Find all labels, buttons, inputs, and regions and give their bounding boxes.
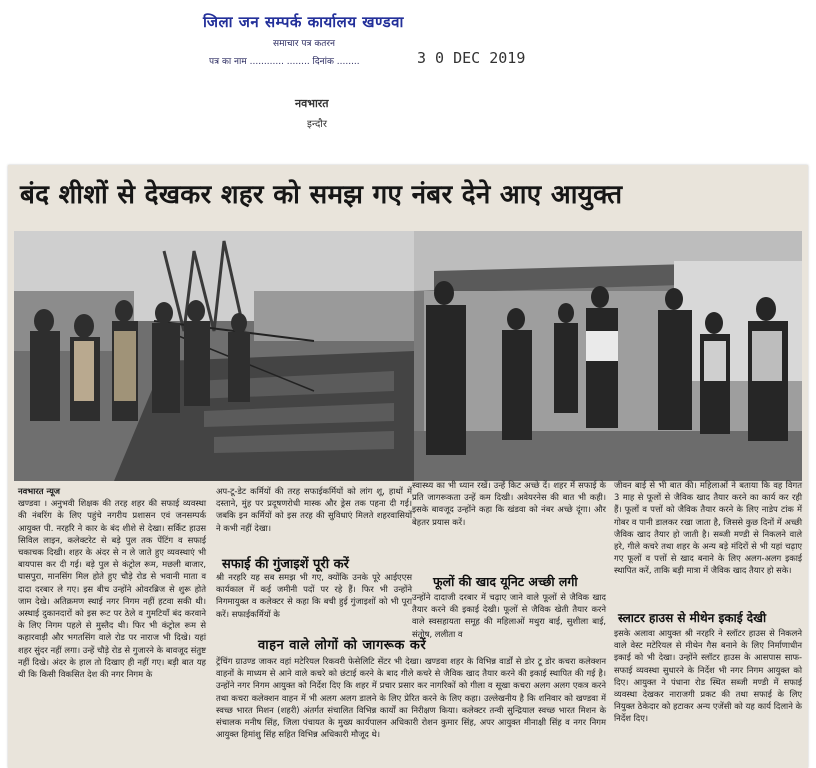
subheading-vehicles: वाहन वाले लोगों को जागरूक करें bbox=[258, 638, 427, 653]
article-column-4 bbox=[614, 479, 802, 577]
column-4-mid-text: इसके अलावा आयुक्त श्री नरहरि ने स्लॉटर हाउस से निकलने वाले वेस्ट मटेरियल से मीथेन गैस बनाने के लिए निर्माणाधीन इकाई को भी देखा। उन्होंने स्लॉटर हाउस के आसपास साफ-सफाई व्यवस्था सुधारने के निर्देश भी नगर निगम आयुक्त को दिए। आयुक्त ने पंधाना रोड स्थित सब्जी मण्डी में सफाई व्यवस्था देखकर नाराजगी प्रकट की तथा सफाई के लिए नियुक्त ठेकेदार को हटाकर अन्य एजेंसी को यह कार्य दिलाने के निर्देश दिए। bbox=[614, 628, 802, 724]
newspaper-clipping bbox=[8, 165, 808, 768]
article-column-2b bbox=[216, 571, 412, 620]
newspaper-name: नवभारत bbox=[295, 97, 329, 110]
column-2-top-text: अप-टू-डेट कर्मियों की तरह सफाईकर्मियों को लांग शू, हाथों में दस्ताने, मुंह पर प्रदूषणरोधी मास्क और ड्रेस तक पहना दी गई। जबकि इन कर्मियों को इस तरह की सुविधाएं मिलते शहरवासियों ने कभी नहीं देखा। bbox=[216, 486, 412, 533]
column-4-top-text: जीवन बाई से भी बात की। महिलाओं ने बताया कि वह विगत 3 माह से फूलों से जैविक खाद तैयार करने का कार्य कर रही हैं। फूलों व पत्तों को जैविक तैयार करने के लिए नाडेप टांक में गोबर व पानी डालकर रखा जाता है, जिससे कुछ दिनों में अच्छी जैविक खाद तैयार हो जाती है। सब्जी मण्डी से निकलने वाले हरे, गीले कचरे तथा शहर के अन्य बड़े मंदिरों से भी यहां चढ़ाए गए फूलों व पत्तों से खाद बनाने के लिए अलग-अलग इकाई स्थापित करें, ताकि बड़ी मात्रा में जैविक खाद तैयार हो सके। bbox=[614, 480, 802, 576]
photo-compost-unit bbox=[414, 231, 802, 481]
article-column-4b bbox=[614, 627, 802, 725]
article-column-3 bbox=[412, 479, 606, 528]
article-column-3b bbox=[412, 591, 606, 640]
article-wide-text bbox=[216, 655, 606, 740]
clipping-label: समाचार पत्र कतरन bbox=[273, 39, 336, 49]
article-column-2 bbox=[216, 485, 412, 534]
column-2-mid-text: श्री नरहरि यह सब समझ भी गए, क्योंकि उनके पूरे आईएएस कार्यकाल में कई जमीनी पदों पर रहे हैं। फिर भी उन्होंने निगमायुक्त व कलेक्टर से कहा कि बची हुई गुंजाइशों को भी पूरा करें। सफाईकर्मियों के bbox=[216, 572, 412, 619]
column-3-top-text: स्वास्थ्य का भी ध्यान रखें। उन्हें किट अच्छे दें। शहर में सफाई के प्रति जागरूकता उन्हें कम दिखी। अवेयरनेस की बात भी कही। इसके बावजूद उन्होंने कहा कि खंडवा को नंबर अच्छे दूंगा। और बेहतर प्रयास करें। bbox=[412, 480, 606, 527]
wide-text: ट्रेंचिंग ग्राउण्ड जाकर वहां मटेरियल रिकवरी फेसेलिटि सेंटर भी देखा। खण्डवा शहर के विभिन्न वार्डों से डोर टू डोर कचरा कलेक्शन वाहनों के माध्यम से आने वाले कचरे को छंटाई करने के बाद गीले कचरे से जैविक खाद तैयार करने की इकाई स्थापित की गई है। उन्होंने नगर निगम आयुक्त को निर्देश दिए कि शहर में प्रचार प्रसार कर नागरिकों को गीला व सूखा कचरा अलग अलग एकत्र करने तथा कचरा कलेक्शन वाहन में भी अलग अलग डालने के लिए प्रेरित करने के लिए कहा। उल्लेखनीय है कि शनिवार को खण्डवा में स्वच्छ भारत मिशन (शहरी) अंतर्गत संचालित विभिन्न कार्यों का निरीक्षण किया। कलेक्टर तन्वी सुन्द्रियाल स्वच्छ भारत मिशन के संचालक मनीष सिंह, जिला पंचायत के मुख्य कार्यपालन अधिकारी रोशन कुमार सिंह, अपर आयुक्त मीनाक्षी सिंह व नगर निगम आयुक्त हिमांशु सिंह सहित विभिन्न अधिकारी मौजूद थे। bbox=[216, 656, 606, 740]
subheading-compost: फूलों की खाद यूनिट अच्छी लगी bbox=[433, 574, 578, 589]
subheading-slaughter: स्लाटर हाउस से मीथेन इकाई देखी bbox=[618, 611, 767, 625]
column-3-mid-text: उन्होंने दादाजी दरबार में चढ़ाए जाने वाले फूलों से जैविक खाद तैयार करने की इकाई देखी। फूलों से जैविक खेती तैयार करने वाले स्वसहायता समूह की महिलाओं मथुरा बाई, सुशीला बाई, संतोष, ललीता व bbox=[412, 592, 606, 639]
column-1-text: खण्डवा । अनुभवी शिक्षक की तरह शहर की सफाई व्यवस्था की नंबरिंग के लिए पहुंचे नगरीय प्रशासन एवं जनसम्पर्क आयुक्त पी. नरहरि ने कार के बंद शीशे से देखा। सर्किट हाउस सिविल लाइन, कलेक्टरेट से बड़े पुल तक पेंटिंग व सफाई चकाचक दिखी। शहर के अंदर से न ले जाते हुए व्यवस्थाएं भी बायपास कर दी गई। बड़े पुल से कंट्रोल रूम, मछली बाजार, घासपुरा, मानसिंग मिल होते हुए चौड़े रोड से भवानी माता व दादा दरबार ले गए। इस बीच उन्होंने ओवरब्रिज से शुरू होते जाम देखे। अतिक्रमण स्थाई नगर निगम नहीं हटवा सकी थी। अस्थाई दुकानदारों को इस रूट पर ठेले व गुमटियाँ बंद करवाने के लिए निगम पहले से मुस्तैद थी। फिर भी कंट्रोल रूम से कहारवाड़ी और भगतसिंग वाले रोड पर नाराज भी दिखे। यहां शहर सुंदर नहीं लगा। उन्हें चौड़े रोड से गुजारने के बावजूद संतुष्ट नहीं दिखे। अंदर के हाल तो दिखाए ही नहीं गए। बड़ी बात यह थी कि किसी विकसित देश की नगर निगम के bbox=[18, 498, 206, 680]
article-column-1 bbox=[18, 485, 206, 680]
office-stamp bbox=[195, 12, 535, 137]
photo-officials-at-tank bbox=[14, 231, 414, 481]
office-name: जिला जन सम्पर्क कार्यालय खण्डवा bbox=[203, 13, 404, 31]
article-dateline: नवभारत न्यूज bbox=[18, 486, 61, 496]
newspaper-city: इन्दौर bbox=[307, 119, 327, 130]
stamp-date: 3 0 DEC 2019 bbox=[417, 49, 526, 67]
paper-name-line: पत्र का नाम ............ ........ दिनांक ........ bbox=[209, 57, 360, 67]
subheading-safai: सफाई की गुंजाइशें पूरी करें bbox=[222, 557, 349, 572]
article-headline: बंद शीशों से देखकर शहर को समझ गए नंबर देने आए आयुक्त bbox=[20, 180, 623, 210]
